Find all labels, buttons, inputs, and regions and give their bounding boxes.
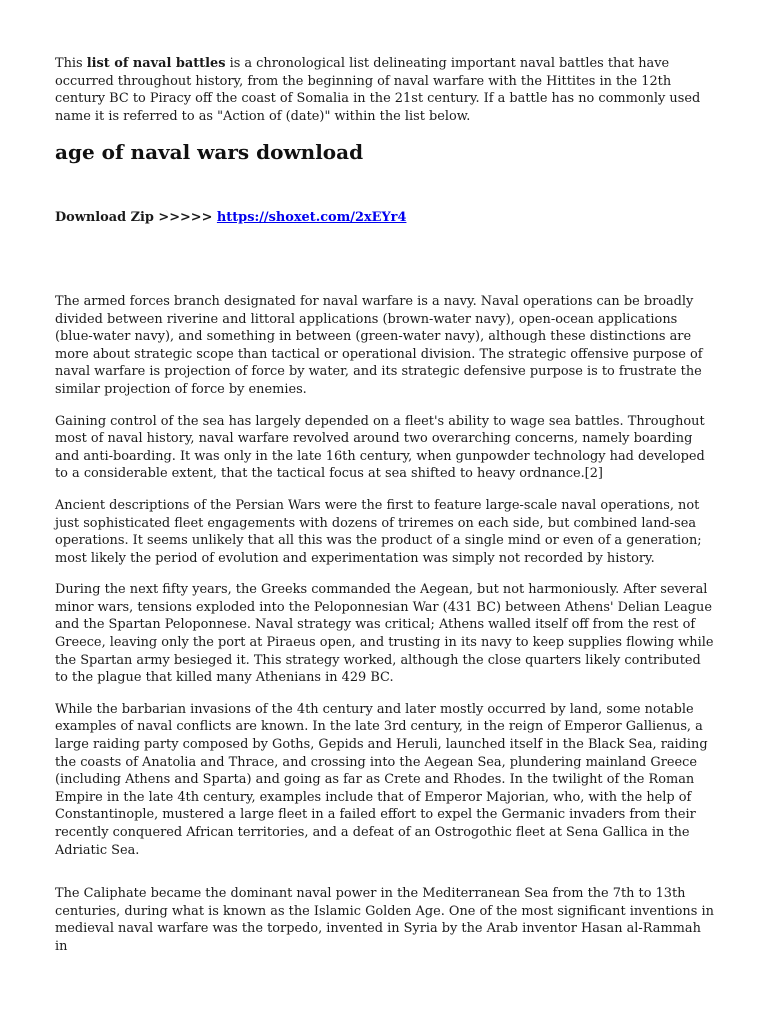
intro-rest: is a chronological list delineating important naval battles that have occurred throughout history, from the beginning of naval warfare with the Hittites in the 12th century BC to Piracy off the coast of Somalia in the 21st century. If a battle has no commonly used name it is referred to as "Action of (date)" within the list below. xyxy=(55,56,701,124)
intro-paragraph xyxy=(55,55,715,125)
download-line xyxy=(55,209,715,227)
intro-bold-term: list of naval battles xyxy=(86,56,226,71)
document-page xyxy=(55,55,715,970)
body-paragraph-5: While the barbarian invasions of the 4th century and later mostly occurred by land, some notable examples of naval conflicts are known. In the late 3rd century, in the reign of Emperor Gallienus, a large raiding party composed by Goths, Gepids and Heruli, launched itself in the Black Sea, raiding the coasts of Anatolia and Thrace, and crossing into the Aegean Sea, plundering mainland Greece (including Athens and Sparta) and going as far as Crete and Rhodes. In the twilight of the Roman Empire in the late 4th century, examples include that of Emperor Majorian, who, with the help of Constantinople, mustered a large fleet in a failed effort to expel the Germanic invaders from their recently conquered African territories, and a defeat of an Ostrogothic fleet at Sena Gallica in the Adriatic Sea. xyxy=(55,701,708,858)
download-link[interactable]: https://shoxet.com/2xEYr4 xyxy=(216,210,407,226)
body-paragraph-1: The armed forces branch designated for naval warfare is a navy. Naval operations can be broadly divided between riverine and littoral applications (brown-water navy), open-ocean applications (blue-water navy), and something in between (green-water navy), although these distinctions are more about strategic scope than tactical or operational division. The strategic offensive purpose of naval warfare is projection of force by water, and its strategic defensive purpose is to frustrate the similar projection of force by enemies. xyxy=(55,293,703,397)
download-label: Download Zip >>>>> xyxy=(55,210,217,226)
page-heading: age of naval wars download xyxy=(55,140,364,165)
body-paragraph-6: The Caliphate became the dominant naval power in the Mediterranean Sea from the 7th to 13th centuries, during what is known as the Islamic Golden Age. One of the most significant inventions in medieval naval warfare was the torpedo, invented in Syria by the Arab inventor Hasan al-Rammah in xyxy=(55,886,714,954)
body-paragraph-3: Ancient descriptions of the Persian Wars were the first to feature large-scale naval operations, not just sophisticated fleet engagements with dozens of triremes on each side, but combined land-sea operations. It seems unlikely that all this was the product of a single mind or even of a generation; most likely the period of evolution and experimentation was simply not recorded by history. xyxy=(55,497,702,566)
body-paragraph-4: During the next fifty years, the Greeks commanded the Aegean, but not harmoniously. After several minor wars, tensions exploded into the Peloponnesian War (431 BC) between Athens' Delian League and the Spartan Peloponnese. Naval strategy was critical; Athens walled itself off from the rest of Greece, leaving only the port at Piraeus open, and trusting in its navy to keep supplies flowing while the Spartan army besieged it. This strategy worked, although the close quarters likely contributed to the plague that killed many Athenians in 429 BC. xyxy=(55,582,714,686)
intro-prefix: This xyxy=(55,56,87,71)
body-paragraph-2: Gaining control of the sea has largely depended on a fleet's ability to wage sea battles. Throughout most of naval history, naval warfare revolved around two overarching concerns, namely boarding and anti-boarding. It was only in the late 16th century, when gunpowder technology had developed to a considerable extent, that the tactical focus at sea shifted to heavy ordnance.[2] xyxy=(55,413,705,482)
